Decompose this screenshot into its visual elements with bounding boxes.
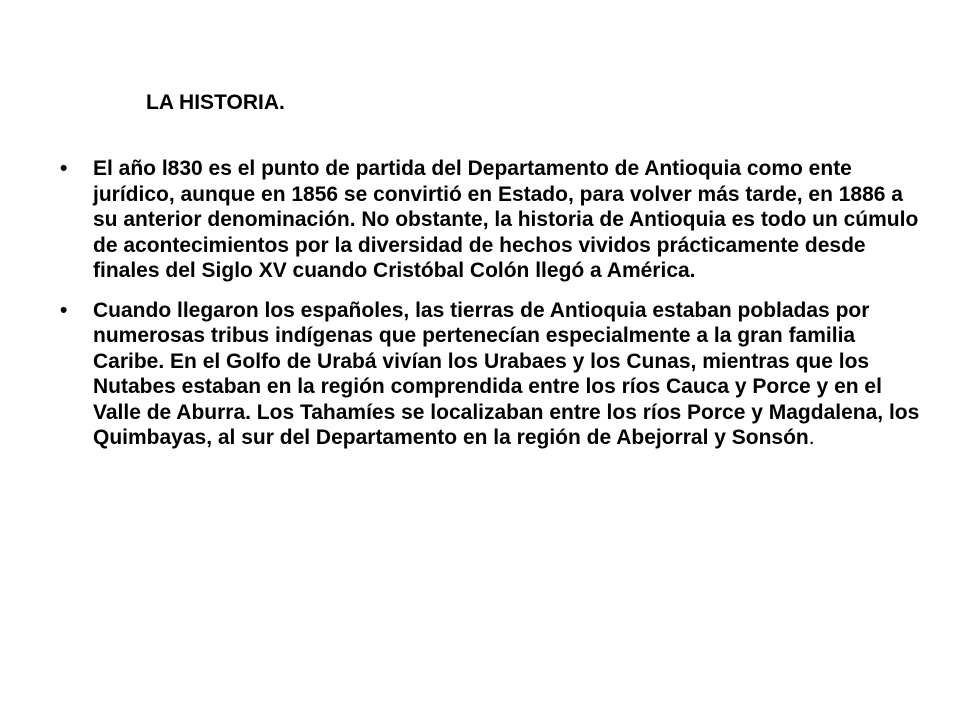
bullet-item [60, 156, 920, 284]
slide-title: LA HISTORIA. [146, 91, 285, 114]
bullet-item [60, 298, 920, 451]
bullet-text [93, 156, 920, 284]
bullet-icon: • [60, 298, 68, 322]
bullet-trailing: . [808, 426, 815, 449]
bullet-body: Cuando llegaron los españoles, las tierras de Antioquia estaban pobladas por numerosas tribus indígenas que pertenecían especialmente a la gran familia Caribe. En el Golfo de Urabá vivían los Urabaes y los Cunas, mientras que los Nutabes estaban en la región comprendida entre los ríos Cauca y Porce y en el Valle de Aburra. Los Tahamíes se localizaban entre los ríos Porce y Magdalena, los Quimbayas, al sur del Departamento en la región de Abejorral y Sonsón [93, 298, 920, 449]
bullet-icon: • [60, 157, 68, 180]
bullet-body: El año l830 es el punto de partida del Departamento de Antioquia como ente jurídico, aunque en 1856 se convirtió en Estado, para volver más tarde, en 1886 a su anterior denominación. No obstante, la historia de Antioquia es todo un cúmulo de acontecimientos por la diversidad de hechos vividos prácticamente desde finales del Siglo XV cuando Cristóbal Colón llegó a América. [93, 157, 919, 282]
bullet-list [60, 156, 920, 465]
bullet-text [93, 298, 920, 451]
